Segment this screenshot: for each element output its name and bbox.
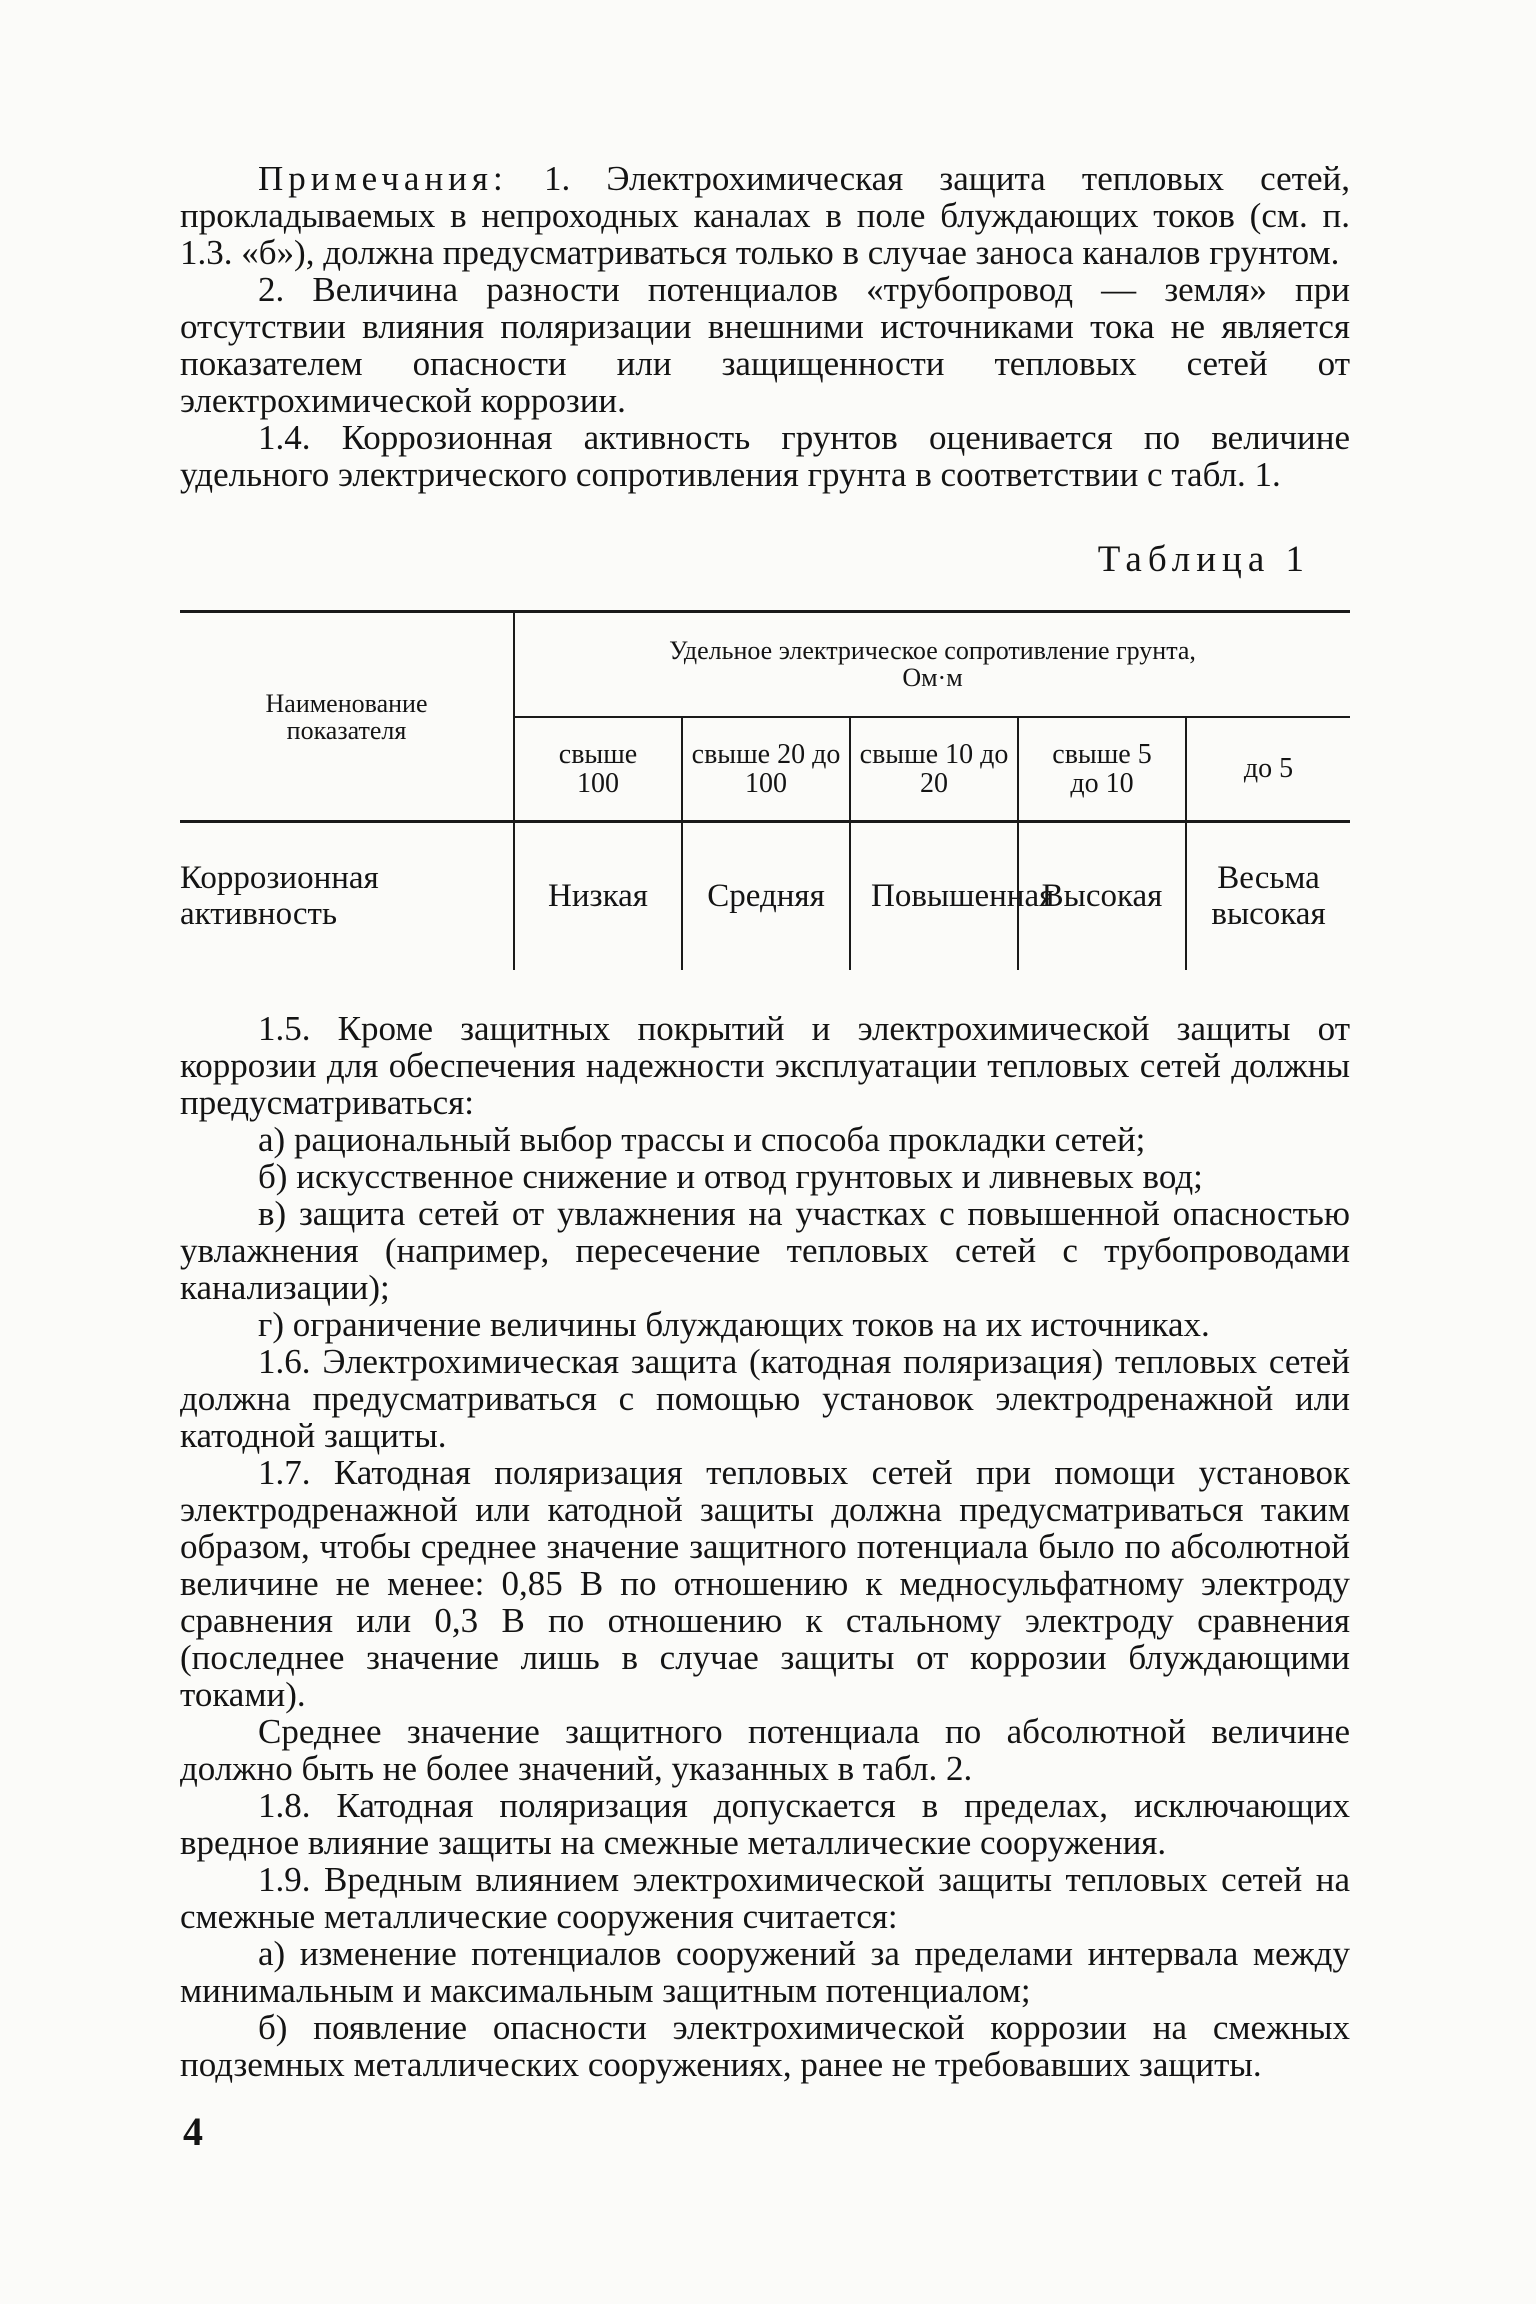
paragraph-1-5-b: б) искусственное снижение и отвод грунтовых и ливневых вод; [258, 1157, 1203, 1196]
value-4: Высокая [1018, 822, 1186, 970]
paragraph-1-5-g: г) ограничение величины блуждающих токов на их источниках. [258, 1305, 1210, 1344]
paragraph-1-5: 1.5. Кроме защитных покрытий и электрохимической защиты от коррозии для обеспечения надежности эксплуатации тепловых сетей должны предусматриваться: [180, 1009, 1350, 1122]
table-caption: Таблица 1 [1097, 539, 1310, 580]
col-header-3: свыше 10 до 20 [850, 717, 1018, 822]
paragraph-1-9: 1.9. Вредным влиянием электрохимической защиты тепловых сетей на смежные металлические сооружения считается: [180, 1860, 1350, 1936]
value-5: Весьма высокая [1186, 822, 1350, 970]
notes-lead: Примечания: [258, 159, 508, 198]
col-header-2: свыше 20 до 100 [682, 717, 850, 822]
body-block [180, 1010, 1350, 2083]
value-2: Средняя [682, 822, 850, 970]
paragraph-1-4: 1.4. Коррозионная активность грунтов оценивается по величине удельного электрического сопротивления грунта в соответствии с табл. 1. [180, 418, 1350, 494]
paragraph-1-5-v: в) защита сетей от увлажнения на участках с повышенной опасностью увлажнения (например, пересечение тепловых сетей с трубопроводами канализации); [180, 1194, 1350, 1307]
paragraph-1-9-a: а) изменение потенциалов сооружений за пределами интервала между минимальным и максимальным защитным потенциалом; [180, 1934, 1350, 2010]
paragraph-1-6: 1.6. Электрохимическая защита (катодная поляризация) тепловых сетей должна предусматриваться с помощью установок электродренажной или катодной защиты. [180, 1342, 1350, 1455]
note-2: 2. Величина разности потенциалов «трубопровод — земля» при отсутствии влияния поляризации внешними источниками тока не является показателем опасности или защищенности тепловых сетей от электрохимической коррозии. [180, 270, 1350, 420]
value-1: Низкая [514, 822, 682, 970]
paragraph-1-9-b: б) появление опасности электрохимической коррозии на смежных подземных металлических сооружениях, ранее не требовавших защиты. [180, 2008, 1350, 2084]
value-3: Повышенная [850, 822, 1018, 970]
paragraph-1-8: 1.8. Катодная поляризация допускается в пределах, исключающих вредное влияние защиты на смежные металлические сооружения. [180, 1786, 1350, 1862]
col-header-5: до 5 [1186, 717, 1350, 822]
resistivity-group-header: Удельное электрическое сопротивление грунта, Ом·м [514, 612, 1350, 717]
note-1-text: 1. Электрохимическая защита тепловых сетей, прокладываемых в непроходных каналах в поле блуждающих токов (см. п. 1.3. «б»), должна предусматриваться только в случае заноса каналов грунтом. [180, 159, 1350, 272]
row-label: Коррозионная активность [180, 822, 514, 970]
note-1 [180, 160, 1350, 271]
paragraph-1-7-b: Среднее значение защитного потенциала по абсолютной величине должно быть не более значений, указанных в табл. 2. [180, 1712, 1350, 1788]
indicator-header: Наименование показателя [180, 612, 514, 822]
paragraph-1-7: 1.7. Катодная поляризация тепловых сетей при помощи установок электродренажной или катодной защиты должна предусматриваться таким образом, чтобы среднее значение защитного потенциала было по абсолютной величине не менее: 0,85 В по отношению к медносульфатному электроду сравнения или 0,3 В по отношению к стальному электроду сравнения (последнее значение лишь в случае защиты от коррозии блуждающими токами). [180, 1453, 1350, 1714]
notes-block [180, 160, 1350, 493]
page-number: 4 [183, 2109, 203, 2154]
col-header-4: свыше 5 до 10 [1018, 717, 1186, 822]
paragraph-1-5-a: а) рациональный выбор трассы и способа прокладки сетей; [258, 1120, 1146, 1159]
col-header-1: свыше 100 [514, 717, 682, 822]
resistivity-table [180, 610, 1350, 970]
